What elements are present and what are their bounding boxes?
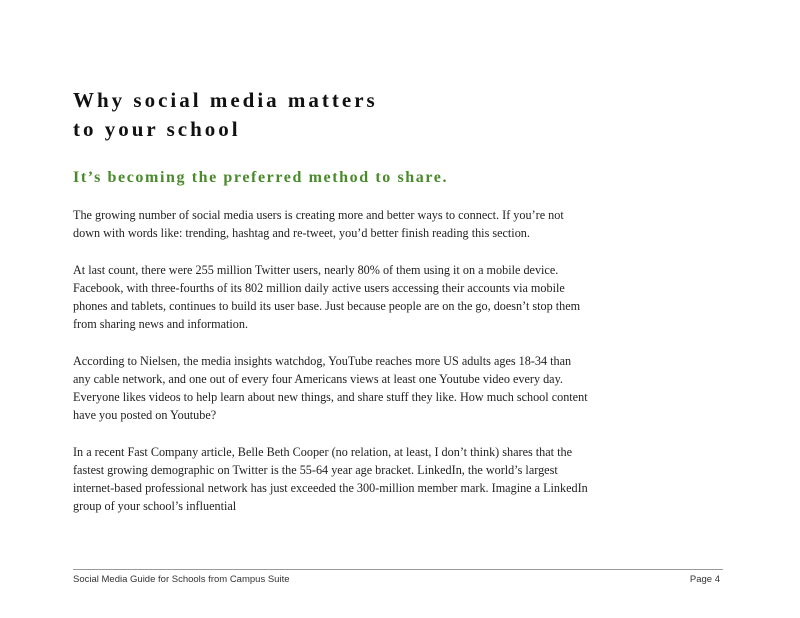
page-title-line-2: to your school: [73, 117, 241, 141]
page-number: Page 4: [689, 574, 720, 585]
page-title: [73, 86, 378, 144]
footer-source: Social Media Guide for Schools from Campus Suite: [73, 574, 290, 585]
section-subheading: It’s becoming the preferred method to share.: [73, 169, 449, 186]
paragraph-2: At last count, there were 255 million Twitter users, nearly 80% of them using it on a mobile device. Facebook, with three-fourths of its 802 million daily active users accessing their accounts via mobile phones and tablets, continues to build its user base. Just because people are on the go, doesn’t stop them from sharing news and information.: [73, 262, 581, 332]
paragraph-4: In a recent Fast Company article, Belle Beth Cooper (no relation, at least, I don’t think) shares that the fastest growing demographic on Twitter is the 55-64 year age bracket. LinkedIn, the world’s largest internet-based professional network has just exceeded the 300-million member mark. Imagine a LinkedIn group of your school’s influential: [73, 444, 588, 514]
paragraph-3: According to Nielsen, the media insights watchdog, YouTube reaches more US adults ages 18-34 than any cable network, and one out of every four Americans views at least one Youtube video every day. Everyone likes videos to help learn about new things, and share stuff they like. How much school content have you posted on Youtube?: [73, 353, 588, 423]
footer-divider: [73, 569, 723, 570]
body-text: [73, 206, 588, 534]
page-title-line-1: Why social media matters: [73, 88, 378, 112]
paragraph-1: The growing number of social media users is creating more and better ways to connect. If you’re not down with words like: trending, hashtag and re-tweet, you’d better finish reading this section.: [73, 208, 564, 241]
